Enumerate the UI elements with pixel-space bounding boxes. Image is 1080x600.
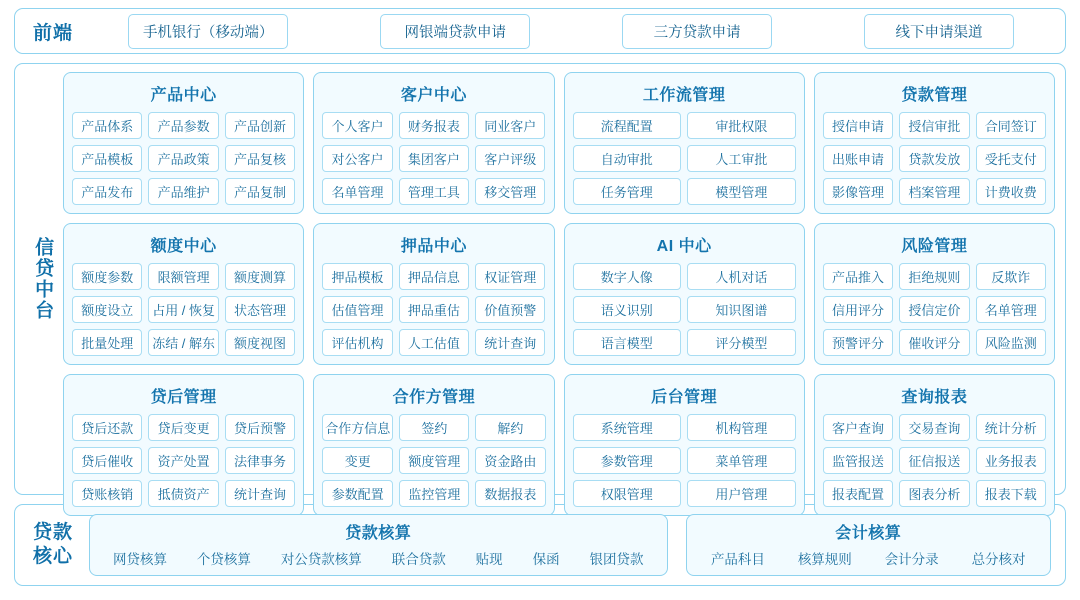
core-module-item[interactable]: 核算规则	[797, 552, 852, 567]
module-item[interactable]: 语义识别	[573, 296, 682, 323]
module-item[interactable]: 反欺诈	[976, 263, 1046, 290]
card-limit-center	[63, 223, 304, 365]
module-item[interactable]: 押品信息	[399, 263, 469, 290]
core-module-item[interactable]: 联合贷款	[391, 552, 446, 567]
module-item[interactable]: 资金路由	[475, 447, 545, 474]
card-partner-management	[313, 374, 554, 516]
frontend-layer	[14, 8, 1066, 54]
module-item[interactable]: 产品模板	[72, 145, 142, 172]
module-item[interactable]: 签约	[399, 414, 469, 441]
module-item[interactable]: 贷后预警	[225, 414, 295, 441]
module-item[interactable]: 任务管理	[573, 178, 682, 205]
module-item[interactable]: 估值管理	[322, 296, 392, 323]
module-item[interactable]: 报表下载	[976, 480, 1046, 507]
card-title-risk-management: 风险管理	[901, 238, 968, 255]
frontend-layer-label: 前端	[33, 22, 74, 44]
module-item[interactable]: 客户评级	[475, 145, 545, 172]
card-items-loan-management	[823, 112, 1046, 205]
module-item[interactable]: 数字人像	[573, 263, 682, 290]
card-accounting	[686, 514, 1052, 576]
card-risk-management	[814, 223, 1055, 365]
card-backend-management	[564, 374, 805, 516]
module-item[interactable]: 授信审批	[899, 112, 969, 139]
module-item[interactable]: 催收评分	[899, 329, 969, 356]
core-module-item[interactable]: 产品科目	[710, 552, 765, 567]
card-loan-accounting	[89, 514, 667, 576]
card-items-query-report	[823, 414, 1046, 507]
module-item[interactable]: 同业客户	[475, 112, 545, 139]
card-post-loan-management	[63, 374, 304, 516]
module-item[interactable]: 产品推入	[823, 263, 893, 290]
module-item[interactable]: 机构管理	[687, 414, 796, 441]
module-item[interactable]: 授信定价	[899, 296, 969, 323]
module-item[interactable]: 产品维护	[148, 178, 218, 205]
module-item[interactable]: 评分模型	[687, 329, 796, 356]
module-item[interactable]: 评估机构	[322, 329, 392, 356]
module-item[interactable]: 系统管理	[573, 414, 682, 441]
module-item[interactable]: 信用评分	[823, 296, 893, 323]
card-customer-center	[313, 72, 554, 214]
module-item[interactable]: 影像管理	[823, 178, 893, 205]
module-item[interactable]: 模型管理	[687, 178, 796, 205]
module-item[interactable]: 权限管理	[573, 480, 682, 507]
module-item[interactable]: 价值预警	[475, 296, 545, 323]
card-items-accounting	[697, 547, 1041, 569]
core-module-item[interactable]: 总分核对	[971, 552, 1026, 567]
module-item[interactable]: 管理工具	[399, 178, 469, 205]
core-module-item[interactable]: 保函	[532, 552, 560, 567]
core-module-item[interactable]: 贴现	[475, 552, 503, 567]
module-item[interactable]: 额度视图	[225, 329, 295, 356]
module-item[interactable]: 冻结 / 解东	[148, 329, 218, 356]
module-item[interactable]: 授信申请	[823, 112, 893, 139]
card-items-risk-management	[823, 263, 1046, 356]
module-item[interactable]: 名单管理	[976, 296, 1046, 323]
card-title-product-center: 产品中心	[150, 87, 217, 104]
module-item[interactable]: 交易查询	[899, 414, 969, 441]
card-title-collateral-center: 押品中心	[400, 238, 467, 255]
module-item[interactable]: 额度参数	[72, 263, 142, 290]
module-item[interactable]: 权证管理	[475, 263, 545, 290]
module-item[interactable]: 参数管理	[573, 447, 682, 474]
module-item[interactable]: 额度设立	[72, 296, 142, 323]
module-item[interactable]: 用户管理	[687, 480, 796, 507]
module-item[interactable]: 合作方信息	[322, 414, 393, 441]
module-item[interactable]: 集团客户	[399, 145, 469, 172]
module-item[interactable]: 监管报送	[823, 447, 893, 474]
card-collateral-center	[313, 223, 554, 365]
module-item[interactable]: 占用 / 恢复	[148, 296, 218, 323]
module-item[interactable]: 数据报表	[475, 480, 545, 507]
module-item[interactable]: 押品模板	[322, 263, 392, 290]
module-item[interactable]: 个人客户	[322, 112, 392, 139]
module-item[interactable]: 名单管理	[322, 178, 392, 205]
card-title-loan-accounting: 贷款核算	[345, 525, 412, 542]
module-item[interactable]: 自动审批	[573, 145, 682, 172]
frontend-channel-ebank-loan-application[interactable]: 网银端贷款申请	[380, 14, 530, 49]
credit-middle-platform-layer	[14, 63, 1066, 502]
module-item[interactable]: 产品创新	[225, 112, 295, 139]
module-item[interactable]: 贷后还款	[72, 414, 142, 441]
card-items-limit-center	[72, 263, 295, 356]
module-item[interactable]: 人机对话	[687, 263, 796, 290]
module-item[interactable]: 统计分析	[976, 414, 1046, 441]
module-item[interactable]: 抵债资产	[148, 480, 218, 507]
module-item[interactable]: 统计查询	[475, 329, 545, 356]
card-items-product-center	[72, 112, 295, 205]
module-item[interactable]: 人工估值	[399, 329, 469, 356]
card-items-post-loan-management	[72, 414, 295, 507]
module-item[interactable]: 档案管理	[899, 178, 969, 205]
module-item[interactable]: 贷后催收	[72, 447, 142, 474]
module-item[interactable]: 押品重估	[399, 296, 469, 323]
frontend-channel-mobile-bank[interactable]: 手机银行（移动端）	[128, 14, 289, 49]
module-item[interactable]: 统计查询	[225, 480, 295, 507]
module-item[interactable]: 批量处理	[72, 329, 142, 356]
card-title-post-loan-management: 贷后管理	[150, 389, 217, 406]
core-module-item[interactable]: 个贷核算	[196, 552, 251, 567]
module-item[interactable]: 语言模型	[573, 329, 682, 356]
module-item[interactable]: 产品复制	[225, 178, 295, 205]
module-item[interactable]: 合同签订	[976, 112, 1046, 139]
module-item[interactable]: 知识图谱	[687, 296, 796, 323]
card-title-ai-center: AI 中心	[656, 238, 712, 255]
core-module-item[interactable]: 会计分录	[884, 552, 939, 567]
card-query-report	[814, 374, 1055, 516]
module-item[interactable]: 资产处置	[148, 447, 218, 474]
card-items-customer-center	[322, 112, 545, 205]
module-item[interactable]: 计费收费	[976, 178, 1046, 205]
module-item[interactable]: 额度测算	[225, 263, 295, 290]
core-module-item[interactable]: 对公贷款核算	[280, 552, 362, 567]
module-item[interactable]: 预警评分	[823, 329, 893, 356]
module-item[interactable]: 状态管理	[225, 296, 295, 323]
module-item[interactable]: 移交管理	[475, 178, 545, 205]
module-item[interactable]: 产品复核	[225, 145, 295, 172]
module-item[interactable]: 监控管理	[399, 480, 469, 507]
loan-core-layer	[14, 504, 1066, 586]
module-item[interactable]: 出账申请	[823, 145, 893, 172]
card-title-loan-management: 贷款管理	[901, 87, 968, 104]
card-product-center	[63, 72, 304, 214]
card-title-customer-center: 客户中心	[400, 87, 467, 104]
module-item[interactable]: 客户查询	[823, 414, 893, 441]
module-item[interactable]: 贷账核销	[72, 480, 142, 507]
module-item[interactable]: 人工审批	[687, 145, 796, 172]
module-item[interactable]: 业务报表	[976, 447, 1046, 474]
module-item[interactable]: 解约	[475, 414, 545, 441]
module-item[interactable]: 风险监测	[976, 329, 1046, 356]
card-items-backend-management	[573, 414, 796, 507]
loan-core-groups	[89, 514, 1051, 576]
card-title-backend-management: 后台管理	[651, 389, 718, 406]
module-item[interactable]: 对公客户	[322, 145, 392, 172]
module-item[interactable]: 产品政策	[148, 145, 218, 172]
module-item[interactable]: 产品体系	[72, 112, 142, 139]
module-item[interactable]: 产品发布	[72, 178, 142, 205]
module-item[interactable]: 菜单管理	[687, 447, 796, 474]
module-item[interactable]: 变更	[322, 447, 393, 474]
module-item[interactable]: 报表配置	[823, 480, 893, 507]
card-ai-center	[564, 223, 805, 365]
module-item[interactable]: 法律事务	[225, 447, 295, 474]
frontend-channel-offline-application[interactable]: 线下申请渠道	[864, 14, 1014, 49]
module-item[interactable]: 受托支付	[976, 145, 1046, 172]
module-item[interactable]: 产品参数	[148, 112, 218, 139]
module-item[interactable]: 参数配置	[322, 480, 393, 507]
loan-core-layer-label: 贷款 核心	[33, 522, 74, 567]
card-items-collateral-center	[322, 263, 545, 356]
card-title-limit-center: 额度中心	[150, 238, 217, 255]
card-title-accounting: 会计核算	[835, 525, 902, 542]
card-title-query-report: 查询报表	[901, 389, 968, 406]
module-item[interactable]: 贷后变更	[148, 414, 218, 441]
card-items-ai-center	[573, 263, 796, 356]
frontend-channel-third-party-loan-application[interactable]: 三方贷款申请	[622, 14, 772, 49]
card-workflow-management	[564, 72, 805, 214]
frontend-channel-list	[87, 14, 1055, 49]
card-loan-management	[814, 72, 1055, 214]
core-module-item[interactable]: 网贷核算	[112, 552, 167, 567]
module-item[interactable]: 图表分析	[899, 480, 969, 507]
module-item[interactable]: 拒绝规则	[899, 263, 969, 290]
middle-platform-card-grid	[63, 72, 1055, 502]
card-items-loan-accounting	[100, 547, 656, 569]
module-item[interactable]: 审批权限	[687, 112, 796, 139]
module-item[interactable]: 贷款发放	[899, 145, 969, 172]
module-item[interactable]: 流程配置	[573, 112, 682, 139]
module-item[interactable]: 额度管理	[399, 447, 469, 474]
module-item[interactable]: 限额管理	[148, 263, 218, 290]
module-item[interactable]: 征信报送	[899, 447, 969, 474]
card-items-workflow-management	[573, 112, 796, 205]
card-title-partner-management: 合作方管理	[392, 389, 476, 406]
card-items-partner-management	[322, 414, 545, 507]
credit-middle-platform-label: 信贷中台	[32, 237, 54, 321]
module-item[interactable]: 财务报表	[399, 112, 469, 139]
card-title-workflow-management: 工作流管理	[642, 87, 726, 104]
core-module-item[interactable]: 银团贷款	[589, 552, 644, 567]
